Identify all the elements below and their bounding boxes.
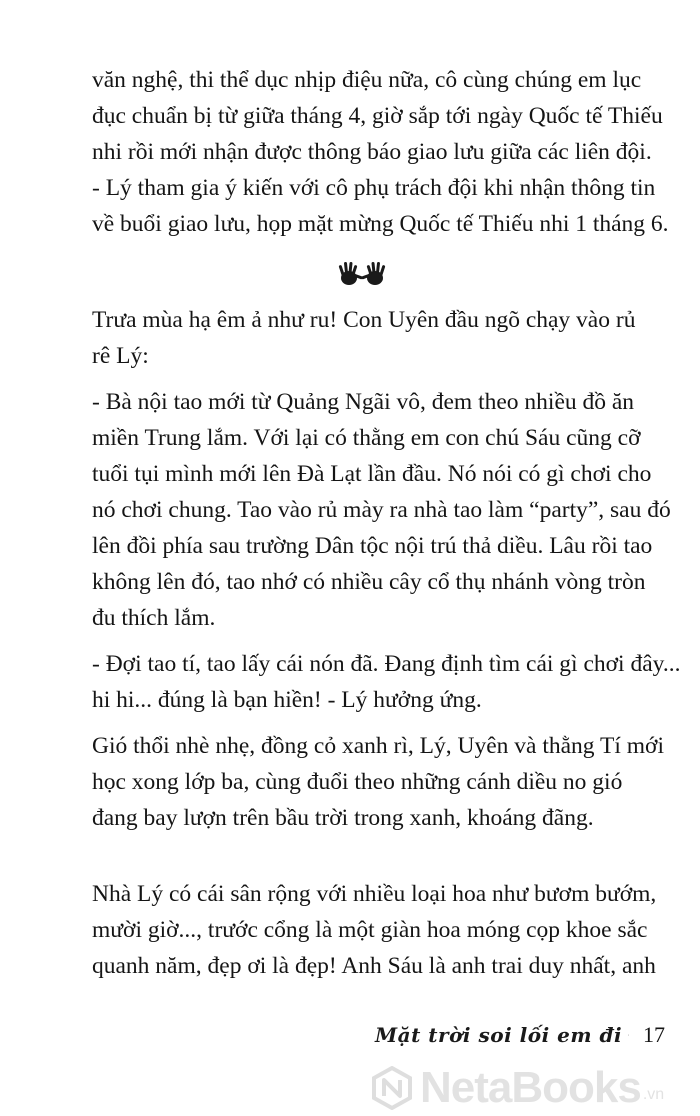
- hand-icon: [628, 1022, 629, 1048]
- text-line: - Đợi tao tí, tao lấy cái nón đã. Đang định tìm cái gì chơi đây...: [92, 651, 681, 677]
- text-line: miền Trung lắm. Với lại có thằng em con chú Sáu cũng cỡ: [92, 425, 641, 451]
- text-line: Gió thổi nhè nhẹ, đồng cỏ xanh rì, Lý, Uyên và thằng Tí mới: [92, 733, 664, 759]
- page-footer: [375, 1018, 665, 1052]
- paragraph-1: [92, 62, 669, 242]
- page-number: 17: [643, 1022, 665, 1047]
- paragraph-3: [92, 384, 671, 636]
- text-line: học xong lớp ba, cùng đuổi theo những cánh diều no gió: [92, 769, 623, 795]
- watermark: [370, 1060, 700, 1116]
- text-line: quanh năm, đẹp ơi là đẹp! Anh Sáu là anh trai duy nhất, anh: [92, 953, 656, 979]
- paragraph-6: [92, 876, 657, 984]
- two-hands-icon: [332, 259, 392, 289]
- text-line: Trưa mùa hạ êm ả như ru! Con Uyên đầu ngõ chạy vào rủ: [92, 307, 636, 333]
- text-line: rê Lý:: [92, 343, 149, 369]
- watermark-brand: NetaBooks: [420, 1063, 641, 1112]
- paragraph-2: [92, 302, 636, 374]
- text-line: hi hi... đúng là bạn hiền! - Lý hưởng ứng.: [92, 687, 482, 713]
- watermark-suffix: .vn: [642, 1086, 665, 1103]
- book-title: Mặt trời soi lối em đi: [375, 1023, 623, 1047]
- text-line: đục chuẩn bị từ giữa tháng 4, giờ sắp tới ngày Quốc tế Thiếu: [92, 103, 663, 129]
- text-line: mười giờ..., trước cổng là một giàn hoa móng cọp khoe sắc: [92, 917, 648, 943]
- text-line: - Bà nội tao mới từ Quảng Ngãi vô, đem theo nhiều đồ ăn: [92, 389, 635, 415]
- text-line: nó chơi chung. Tao vào rủ mày ra nhà tao làm “party”, sau đó: [92, 497, 671, 523]
- text-line: văn nghệ, thi thể dục nhịp điệu nữa, cô cùng chúng em lục: [92, 67, 642, 93]
- text-line: tuổi tụi mình mới lên Đà Lạt lần đầu. Nó nói có gì chơi cho: [92, 461, 652, 487]
- text-line: đang bay lượn trên bầu trời trong xanh, khoáng đãng.: [92, 805, 594, 831]
- text-line: về buổi giao lưu, họp mặt mừng Quốc tế Thiếu nhi 1 tháng 6.: [92, 211, 669, 237]
- paragraph-5: [92, 728, 664, 836]
- text-line: không lên đó, tao nhớ có nhiều cây cổ thụ nhánh vòng tròn: [92, 569, 646, 595]
- text-line: đu thích lắm.: [92, 605, 216, 631]
- netabooks-n-logo: [370, 1066, 414, 1110]
- text-line: - Lý tham gia ý kiến với cô phụ trách đội khi nhận thông tin: [92, 175, 656, 201]
- text-line: Nhà Lý có cái sân rộng với nhiều loại hoa như bươm bướm,: [92, 881, 657, 907]
- paragraph-4: [92, 646, 681, 718]
- text-line: lên đồi phía sau trường Dân tộc nội trú thả diều. Lâu rồi tao: [92, 533, 653, 559]
- text-line: nhi rồi mới nhận được thông báo giao lưu giữa các liên đội.: [92, 139, 652, 165]
